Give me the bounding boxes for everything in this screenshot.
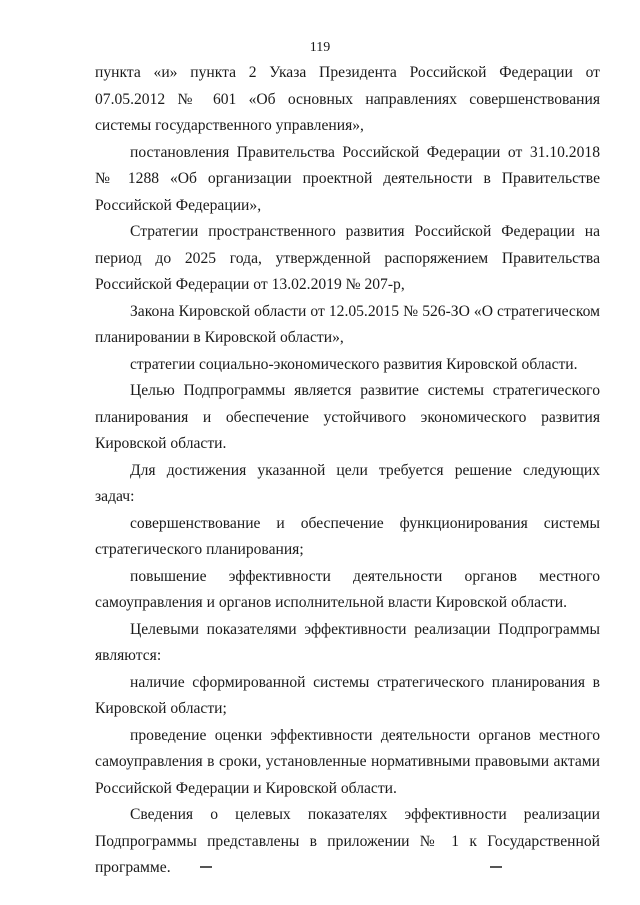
paragraph: пункта «и» пункта 2 Указа Президента Российской Федерации от 07.05.2012 № 601 «Об основных направлениях совершенствования системы государственного управления», [95,64,600,134]
paragraph: проведение оценки эффективности деятельности органов местного самоуправления в сроки, установленные нормативными правовыми актами Российской Федерации и Кировской области. [95,726,600,797]
paragraph: постановления Правительства Российской Федерации от 31.10.2018 № 1288 «Об организации проектной деятельности в Правительстве Российской Федерации», [95,143,600,214]
paragraph: стратегии социально-экономического развития Кировской области. [130,355,578,373]
paragraph: Для достижения указанной цели требуется решение следующих задач: [95,461,600,505]
paragraph: Целью Подпрограммы является развитие системы стратегического планирования и обеспечение устойчивого экономического развития Кировской области. [95,382,600,452]
paragraph: наличие сформированной системы стратегического планирования в Кировской области; [95,673,600,717]
paragraph: Закона Кировской области от 12.05.2015 № 526-ЗО «О стратегическом планировании в Кировской области», [95,302,600,346]
scan-mark-left [200,866,212,868]
page-number: 119 [309,40,331,55]
scan-mark-right [490,866,502,868]
paragraph: Целевыми показателями эффективности реализации Подпрограммы являются: [95,620,600,664]
paragraph: повышение эффективности деятельности органов местного самоуправления и органов исполнительной власти Кировской области. [95,567,600,611]
paragraph: Сведения о целевых показателях эффективности реализации Подпрограммы представлены в приложении № 1 к Государственной программе. [95,806,600,876]
paragraph: Стратегии пространственного развития Российской Федерации на период до 2025 года, утвержденной распоряжением Правительства Российской Федерации от 13.02.2019 № 207-р, [95,223,600,293]
document-body [95,60,600,882]
paragraph: совершенствование и обеспечение функционирования системы стратегического планирования; [95,514,600,558]
